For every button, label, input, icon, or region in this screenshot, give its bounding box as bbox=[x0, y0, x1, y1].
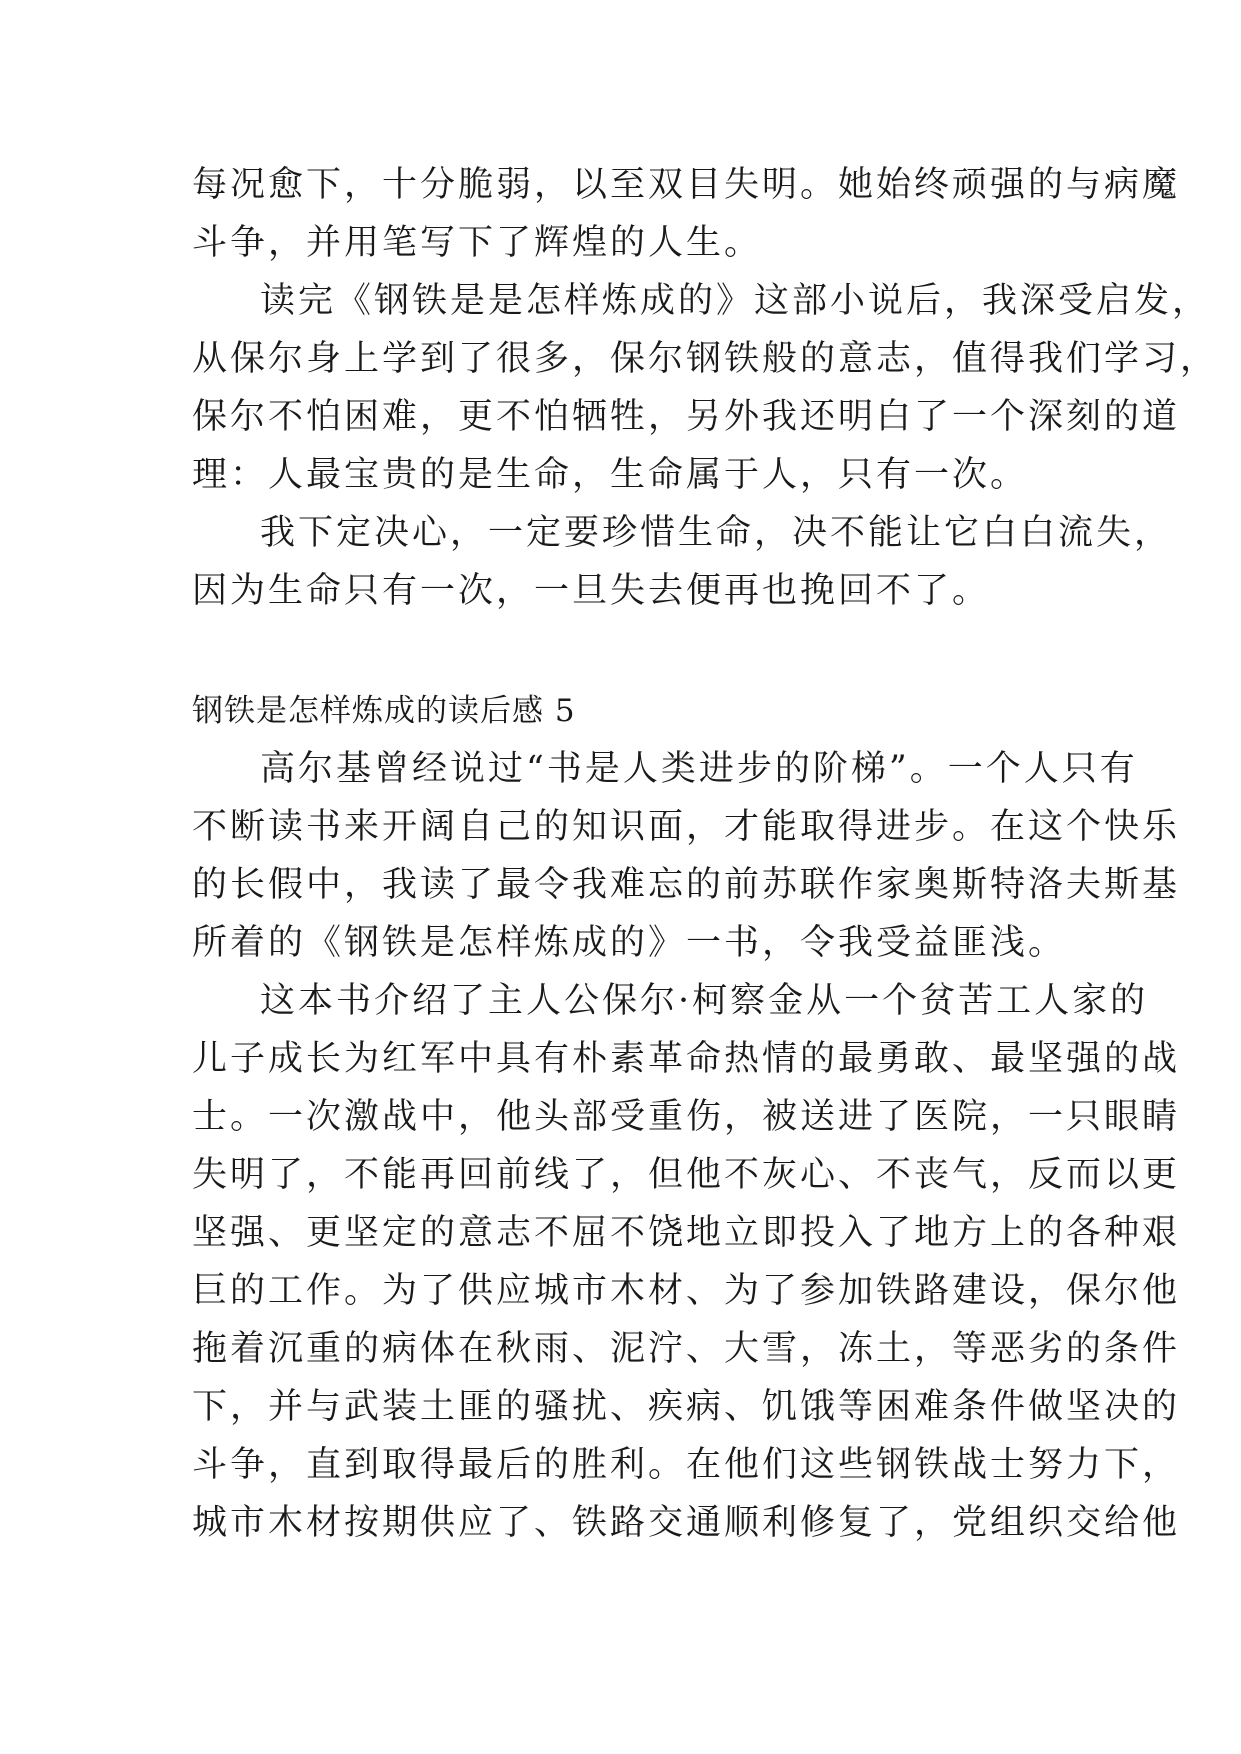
text-line: 所着的《钢铁是怎样炼成的》一书，令我受益匪浅。 bbox=[192, 923, 1067, 963]
text-line: 城市木材按期供应了、铁路交通顺利修复了，党组织交给他 bbox=[192, 1503, 1181, 1543]
text-line: 保尔不怕困难，更不怕牺牲，另外我还明白了一个深刻的道 bbox=[192, 397, 1181, 437]
text-line: 儿子成长为红军中具有朴素革命热情的最勇敢、最坚强的战 bbox=[192, 1039, 1181, 1079]
paragraph-5 bbox=[192, 972, 1181, 1552]
paragraph-2 bbox=[192, 272, 1219, 504]
text-line: 士。一次激战中，他头部受重伤，被送进了医院，一只眼睛 bbox=[192, 1097, 1181, 1137]
text-line: 我下定决心，一定要珍惜生命，决不能让它白白流失， bbox=[260, 513, 1173, 553]
text-line: 高尔基曾经说过“书是人类进步的阶梯”。一个人只有 bbox=[260, 749, 1138, 789]
text-line: 巨的工作。为了供应城市木材、为了参加铁路建设，保尔他 bbox=[192, 1271, 1181, 1311]
paragraph-1 bbox=[192, 156, 1181, 272]
text-line: 下，并与武装土匪的骚扰、疾病、饥饿等困难条件做坚决的 bbox=[192, 1387, 1181, 1427]
paragraph-3 bbox=[192, 504, 1173, 620]
text-line: 拖着沉重的病体在秋雨、泥泞、大雪，冻土，等恶劣的条件 bbox=[192, 1329, 1181, 1369]
text-line: 因为生命只有一次，一旦失去便再也挽回不了。 bbox=[192, 571, 991, 611]
section-heading bbox=[192, 682, 1072, 740]
text-line: 从保尔身上学到了很多，保尔钢铁般的意志，值得我们学习， bbox=[192, 339, 1219, 379]
text-line: 不断读书来开阔自己的知识面，才能取得进步。在这个快乐 bbox=[192, 807, 1181, 847]
text-line: 的长假中，我读了最令我难忘的前苏联作家奥斯特洛夫斯基 bbox=[192, 865, 1181, 905]
text-line: 理：人最宝贵的是生命，生命属于人，只有一次。 bbox=[192, 455, 1029, 495]
section-title: 钢铁是怎样炼成的读后感 5 bbox=[192, 693, 576, 729]
text-line: 每况愈下，十分脆弱，以至双目失明。她始终顽强的与病魔 bbox=[192, 165, 1181, 205]
text-line: 斗争，直到取得最后的胜利。在他们这些钢铁战士努力下， bbox=[192, 1445, 1181, 1485]
text-line: 斗争，并用笔写下了辉煌的人生。 bbox=[192, 223, 763, 263]
text-line: 失明了，不能再回前线了，但他不灰心、不丧气，反而以更 bbox=[192, 1155, 1181, 1195]
text-line: 坚强、更坚定的意志不屈不饶地立即投入了地方上的各种艰 bbox=[192, 1213, 1181, 1253]
text-line: 读完《钢铁是是怎样炼成的》这部小说后，我深受启发， bbox=[260, 281, 1211, 321]
text-line: 这本书介绍了主人公保尔·柯察金从一个贫苦工人家的 bbox=[260, 981, 1149, 1021]
paragraph-4 bbox=[192, 740, 1181, 972]
